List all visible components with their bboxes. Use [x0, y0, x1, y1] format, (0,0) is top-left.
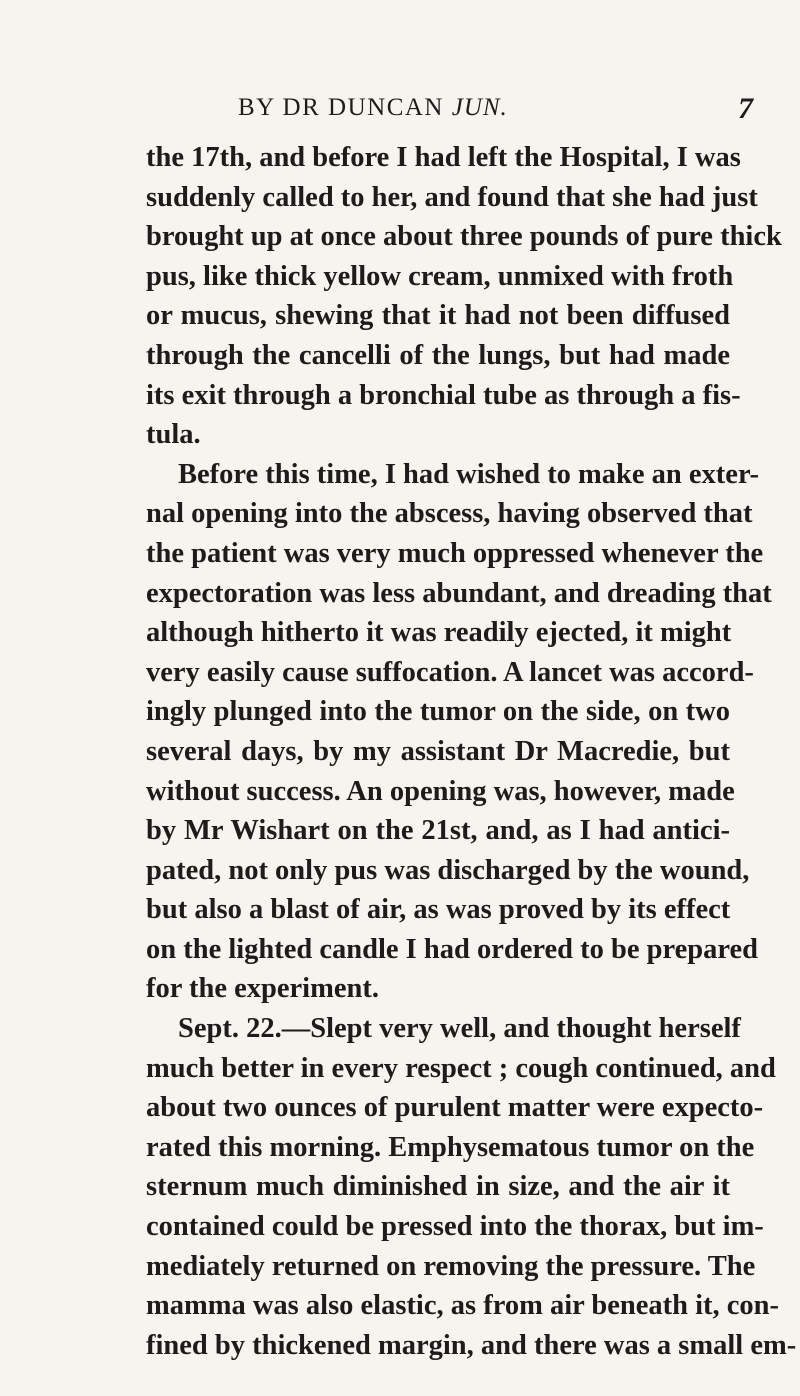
- text-line: mamma was also elastic, as from air beneath it, con-: [146, 1290, 779, 1322]
- text-line: its exit through a bronchial tube as through a fis-: [146, 379, 741, 411]
- text-line: but also a blast of air, as was proved by its effect: [146, 894, 731, 926]
- running-title-text: BY DR DUNCAN: [238, 94, 444, 121]
- text-line: pated, not only pus was discharged by the wound,: [146, 854, 750, 886]
- text-line: ingly plunged into the tumor on the side, on two: [146, 696, 730, 728]
- text-line: on the lighted candle I had ordered to be prepared: [146, 933, 758, 965]
- text-line: the patient was very much oppressed whenever the: [146, 537, 764, 569]
- text-line: nal opening into the abscess, having observed that: [146, 498, 753, 530]
- text-line: the 17th, and before I had left the Hospital, I was: [146, 142, 741, 173]
- page-number: 7: [738, 92, 753, 125]
- paragraph-start-line: Sept. 22.—Slept very well, and thought herself: [178, 1013, 741, 1045]
- text-line: although hitherto it was readily ejected, it might: [146, 617, 732, 649]
- text-line: contained could be pressed into the thorax, but im-: [146, 1211, 764, 1243]
- text-line: mediately returned on removing the pressure. The: [146, 1250, 756, 1282]
- text-line: brought up at once about three pounds of pure thick: [146, 221, 782, 253]
- running-title-suffix: JUN.: [451, 94, 508, 121]
- text-line: much better in every respect ; cough continued, and: [146, 1052, 776, 1084]
- text-line: sternum much diminished in size, and the air it: [146, 1171, 730, 1203]
- paragraph-start-line: Before this time, I had wished to make an exter-: [178, 458, 760, 490]
- body-text: [146, 138, 797, 1365]
- text-line: or mucus, shewing that it had not been diffused: [146, 300, 730, 332]
- running-head: [0, 94, 800, 134]
- text-line: about two ounces of purulent matter were expecto-: [146, 1092, 764, 1124]
- text-line: through the cancelli of the lungs, but had made: [146, 339, 730, 371]
- text-line: fined by thickened margin, and there was a small em-: [146, 1329, 797, 1361]
- text-line: pus, like thick yellow cream, unmixed with froth: [146, 260, 734, 292]
- text-line: tula.: [146, 419, 201, 451]
- text-line: for the experiment.: [146, 973, 379, 1005]
- text-line: rated this morning. Emphysematous tumor on the: [146, 1131, 755, 1163]
- text-line: suddenly called to her, and found that she had just: [146, 181, 758, 213]
- text-line: expectoration was less abundant, and dreading that: [146, 577, 772, 609]
- text-line: very easily cause suffocation. A lancet was accord-: [146, 656, 754, 688]
- text-line: several days, by my assistant Dr Macredie, but: [146, 735, 730, 767]
- text-line: without success. An opening was, however, made: [146, 775, 735, 807]
- running-title: [238, 94, 508, 122]
- text-line: by Mr Wishart on the 21st, and, as I had antici-: [146, 815, 730, 847]
